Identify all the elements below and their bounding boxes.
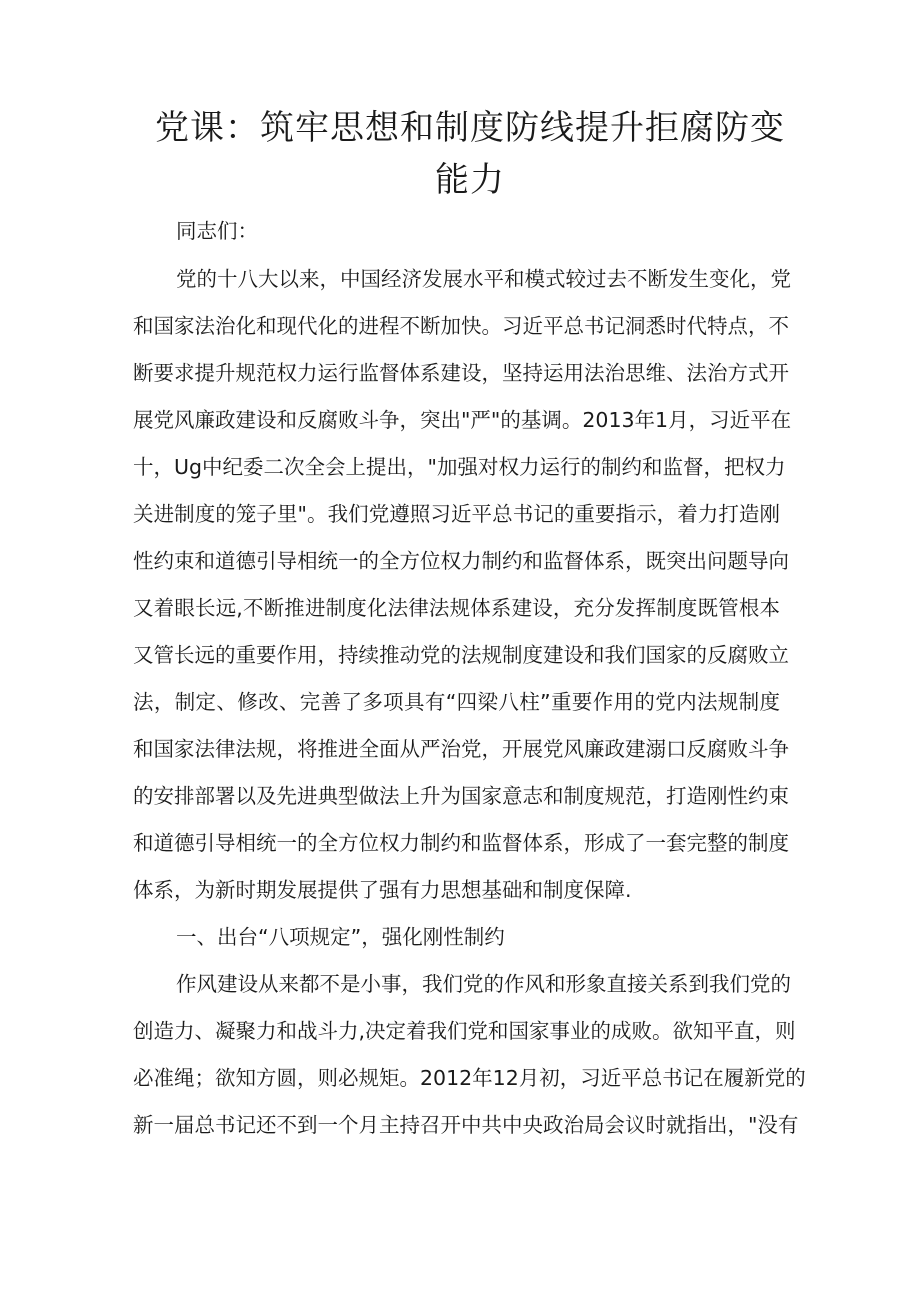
paragraph-1-line: 党的十八大以来，中国经济发展水平和模式较过去不断发生变化，党 xyxy=(176,267,791,291)
document-title-line-1: 党课：筑牢思想和制度防线提升拒腐防变 xyxy=(155,108,785,148)
paragraph-2-line: 新一届总书记还不到一个月主持召开中共中央政治局会议时就指出，"没有 xyxy=(133,1113,799,1137)
document-title-line-2: 能力 xyxy=(435,160,505,200)
paragraph-1-line: 性约束和道德引导相统一的全方位权力制约和监督体系，既突出问题导向 xyxy=(133,549,789,573)
paragraph-2-line: 创造力、凝聚力和战斗力,决定着我们党和国家事业的成败。欲知平直，则 xyxy=(133,1019,796,1043)
paragraph-1-line: 又着眼长远,不断推进制度化法律法规体系建设，充分发挥制度既管根本 xyxy=(133,596,780,620)
paragraph-1-line: 断要求提升规范权力运行监督体系建设，坚持运用法治思维、法治方式开 xyxy=(133,361,789,385)
paragraph-1-line: 和国家法治化和现代化的进程不断加快。习近平总书记洞悉时代特点，不 xyxy=(133,314,789,338)
paragraph-1-line: 的安排部署以及先进典型做法上升为国家意志和制度规范，打造刚性约束 xyxy=(133,784,789,808)
paragraph-1-line: 和国家法律法规，将推进全面从严治党，开展党风廉政建溺口反腐败斗争 xyxy=(133,737,789,761)
salutation: 同志们： xyxy=(176,219,258,243)
paragraph-1-line: 和道德引导相统一的全方位权力制约和监督体系，形成了一套完整的制度 xyxy=(133,831,789,855)
section-1-heading: 一、出台“八项规定”，强化刚性制约 xyxy=(176,925,505,949)
paragraph-1-line: 法，制定、修改、完善了多项具有“四梁八柱”重要作用的党内法规制度 xyxy=(133,690,780,714)
paragraph-1-line: 体系，为新时期发展提供了强有力思想基础和制度保障. xyxy=(133,878,632,902)
paragraph-1-line: 十，Ug中纪委二次全会上提出，"加强对权力运行的制约和监督，把权力 xyxy=(133,455,786,479)
paragraph-1-line: 关进制度的笼子里"。我们党遵照习近平总书记的重要指示，着力打造刚 xyxy=(133,502,780,526)
paragraph-1-line: 展党风廉政建设和反腐败斗争，突出"严"的基调。2013年1月，习近平在 xyxy=(133,408,792,432)
paragraph-1-line: 又管长远的重要作用，持续推动党的法规制度建设和我们国家的反腐败立 xyxy=(133,643,789,667)
paragraph-2-line: 必准绳；欲知方圆，则必规矩。2012年12月初，习近平总书记在履新党的 xyxy=(133,1066,806,1090)
paragraph-2-line: 作风建设从来都不是小事，我们党的作风和形象直接关系到我们党的 xyxy=(176,972,791,996)
